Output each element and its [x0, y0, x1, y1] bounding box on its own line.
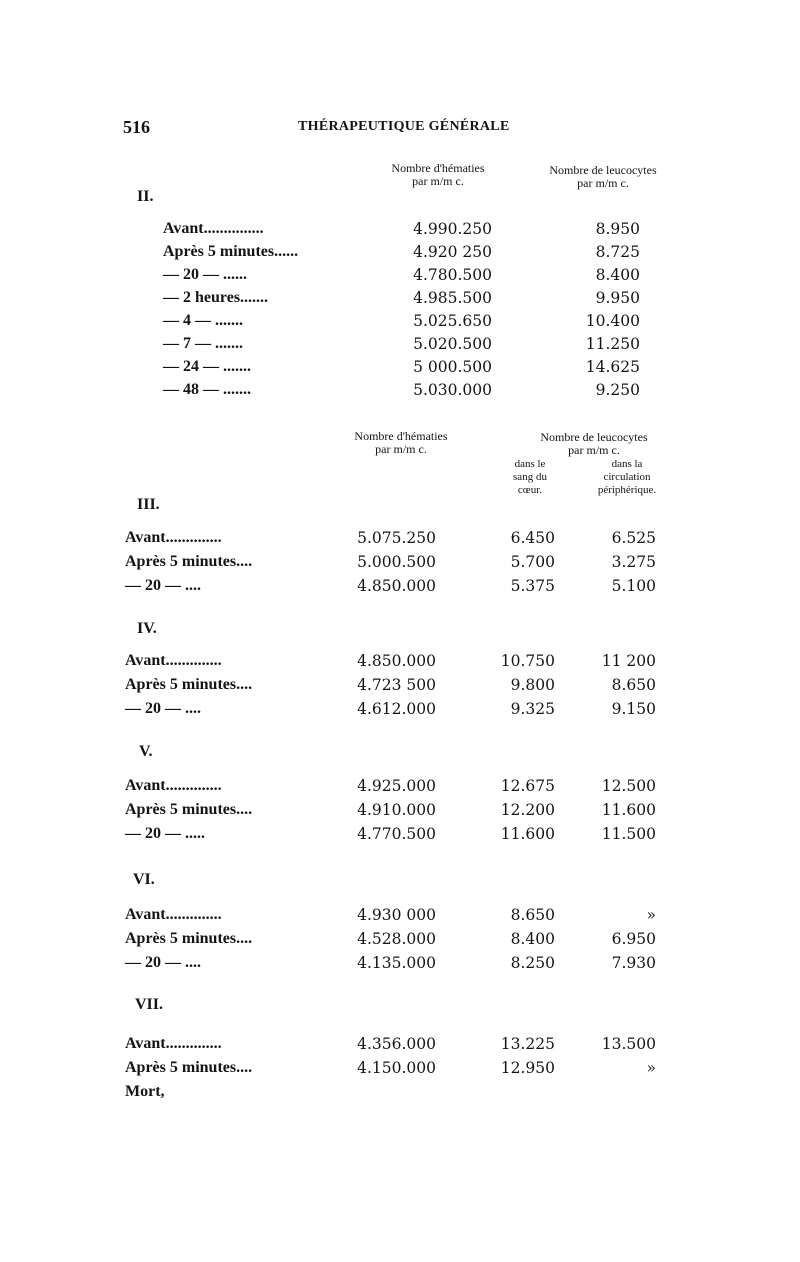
row-label: Après 5 minutes.... [125, 553, 253, 570]
leucocytes-value: 14.625 [585, 358, 640, 376]
leucocytes-value: 8.950 [595, 220, 640, 238]
leucocytes-value: 11.250 [585, 335, 640, 353]
leucocytes-circulation-value: 5.100 [611, 577, 656, 595]
section-label-VII: VII. [135, 996, 164, 1013]
running-head: THÉRAPEUTIQUE GÉNÉRALE [298, 119, 510, 134]
leucocytes-sang-value: 11.600 [500, 825, 555, 843]
leucocytes-value: 10.400 [585, 312, 640, 330]
hematies-value: 4.985.500 [413, 289, 492, 307]
leucocytes-circulation-value: 8.650 [611, 676, 656, 694]
leucocytes-sang-value: 9.800 [510, 676, 555, 694]
page-number: 516 [123, 117, 150, 137]
row-label: Avant.............. [125, 777, 222, 794]
row-label: — 7 — ....... [163, 335, 243, 352]
leucocytes-circulation-value: » [646, 906, 656, 924]
leucocytes-circulation-value: 11 200 [601, 652, 656, 670]
hematies-value: 4.930 000 [357, 906, 436, 924]
row-label: — 20 — .... [125, 954, 201, 971]
hematies-value: 5.020.500 [413, 335, 492, 353]
hematies-value: 4.612.000 [357, 700, 436, 718]
leucocytes-sang-value: 8.250 [510, 954, 555, 972]
row-label: — 20 — .... [125, 577, 201, 594]
leucocytes-sang-value: 9.325 [510, 700, 555, 718]
col-subheader-sang: dans le sang du cœur. [513, 458, 547, 496]
hematies-value: 4.850.000 [357, 652, 436, 670]
leucocytes-sang-value: 13.225 [500, 1035, 555, 1053]
row-label: — 20 — ..... [125, 825, 205, 842]
leucocytes-sang-value: 12.950 [500, 1059, 555, 1077]
leucocytes-circulation-value: 12.500 [601, 777, 656, 795]
hematies-value [330, 1081, 436, 1103]
hematies-value: 5.030.000 [413, 381, 492, 399]
row-label: — 20 — .... [125, 700, 201, 717]
row-label: — 4 — ....... [163, 312, 243, 329]
leucocytes-sang-value: 8.400 [510, 930, 555, 948]
section-label-VI: VI. [133, 871, 155, 888]
hematies-value: 4.920 250 [413, 243, 492, 261]
leucocytes-sang-value: 8.650 [510, 906, 555, 924]
col-header-hematies: Nombre d'hématies par m/m c. [354, 429, 448, 456]
leucocytes-circulation-value: 3.275 [611, 553, 656, 571]
leucocytes-circulation-value: 13.500 [601, 1035, 656, 1053]
hematies-value: 4.910.000 [357, 801, 436, 819]
leucocytes-value: 9.250 [595, 381, 640, 399]
leucocytes-sang-value: 12.200 [500, 801, 555, 819]
row-label: — 2 heures....... [163, 289, 269, 306]
leucocytes-sang-value: 5.375 [510, 577, 555, 595]
leucocytes-circulation-value: 7.930 [611, 954, 656, 972]
row-label: Après 5 minutes...... [163, 243, 299, 260]
row-label: Avant.............. [125, 1035, 222, 1052]
hematies-value: 4.150.000 [357, 1059, 436, 1077]
section-label-V: V. [139, 743, 153, 760]
hematies-value: 5 000.500 [413, 358, 492, 376]
leucocytes-circulation-value: 6.525 [611, 529, 656, 547]
hematies-value: 5.075.250 [357, 529, 436, 547]
hematies-value: 4.770.500 [357, 825, 436, 843]
leucocytes-sang-value: 12.675 [500, 777, 555, 795]
hematies-value: 4.925.000 [357, 777, 436, 795]
row-label: — 48 — ....... [163, 381, 251, 398]
col-subheader-circulation: dans la circulation périphérique. [597, 458, 657, 496]
hematies-value: 4.723 500 [357, 676, 436, 694]
row-label: Après 5 minutes.... [125, 930, 253, 947]
row-label: Après 5 minutes.... [125, 676, 253, 693]
row-label: Avant.............. [125, 652, 222, 669]
leucocytes-sang-value: 5.700 [510, 553, 555, 571]
hematies-value: 4.528.000 [357, 930, 436, 948]
col-header-leucocytes-II: Nombre de leucocytes par m/m c. [549, 163, 657, 190]
leucocytes-circulation-value: 11.500 [601, 825, 656, 843]
leucocytes-circulation-value: » [646, 1059, 656, 1077]
row-label: Mort, [125, 1083, 165, 1100]
row-label: Avant.............. [125, 529, 222, 546]
hematies-value: 4.356.000 [357, 1035, 436, 1053]
leucocytes-sang-value [480, 1081, 555, 1103]
row-label: — 24 — ....... [163, 358, 251, 375]
hematies-value: 4.135.000 [357, 954, 436, 972]
section-label-II: II. [137, 188, 154, 205]
col-header-hematies-II: Nombre d'hématies par m/m c. [391, 161, 485, 188]
leucocytes-value: 8.400 [595, 266, 640, 284]
leucocytes-sang-value: 6.450 [510, 529, 555, 547]
leucocytes-circulation-value: 11.600 [601, 801, 656, 819]
row-label: Avant.............. [125, 906, 222, 923]
hematies-value: 5.000.500 [357, 553, 436, 571]
hematies-value: 4.780.500 [413, 266, 492, 284]
leucocytes-value: 8.725 [595, 243, 640, 261]
row-label: — 20 — ...... [163, 266, 247, 283]
col-header-leucocytes: Nombre de leucocytes par m/m c. [540, 430, 648, 457]
leucocytes-circulation-value: 9.150 [611, 700, 656, 718]
row-label: Avant............... [163, 220, 264, 237]
hematies-value: 5.025.650 [413, 312, 492, 330]
section-label-III: III. [137, 496, 160, 513]
leucocytes-sang-value: 10.750 [500, 652, 555, 670]
leucocytes-circulation-value [580, 1081, 656, 1103]
row-label: Après 5 minutes.... [125, 1059, 253, 1076]
leucocytes-circulation-value: 6.950 [611, 930, 656, 948]
row-label: Après 5 minutes.... [125, 801, 253, 818]
leucocytes-value: 9.950 [595, 289, 640, 307]
hematies-value: 4.990.250 [413, 220, 492, 238]
section-label-IV: IV. [137, 620, 157, 637]
hematies-value: 4.850.000 [357, 577, 436, 595]
